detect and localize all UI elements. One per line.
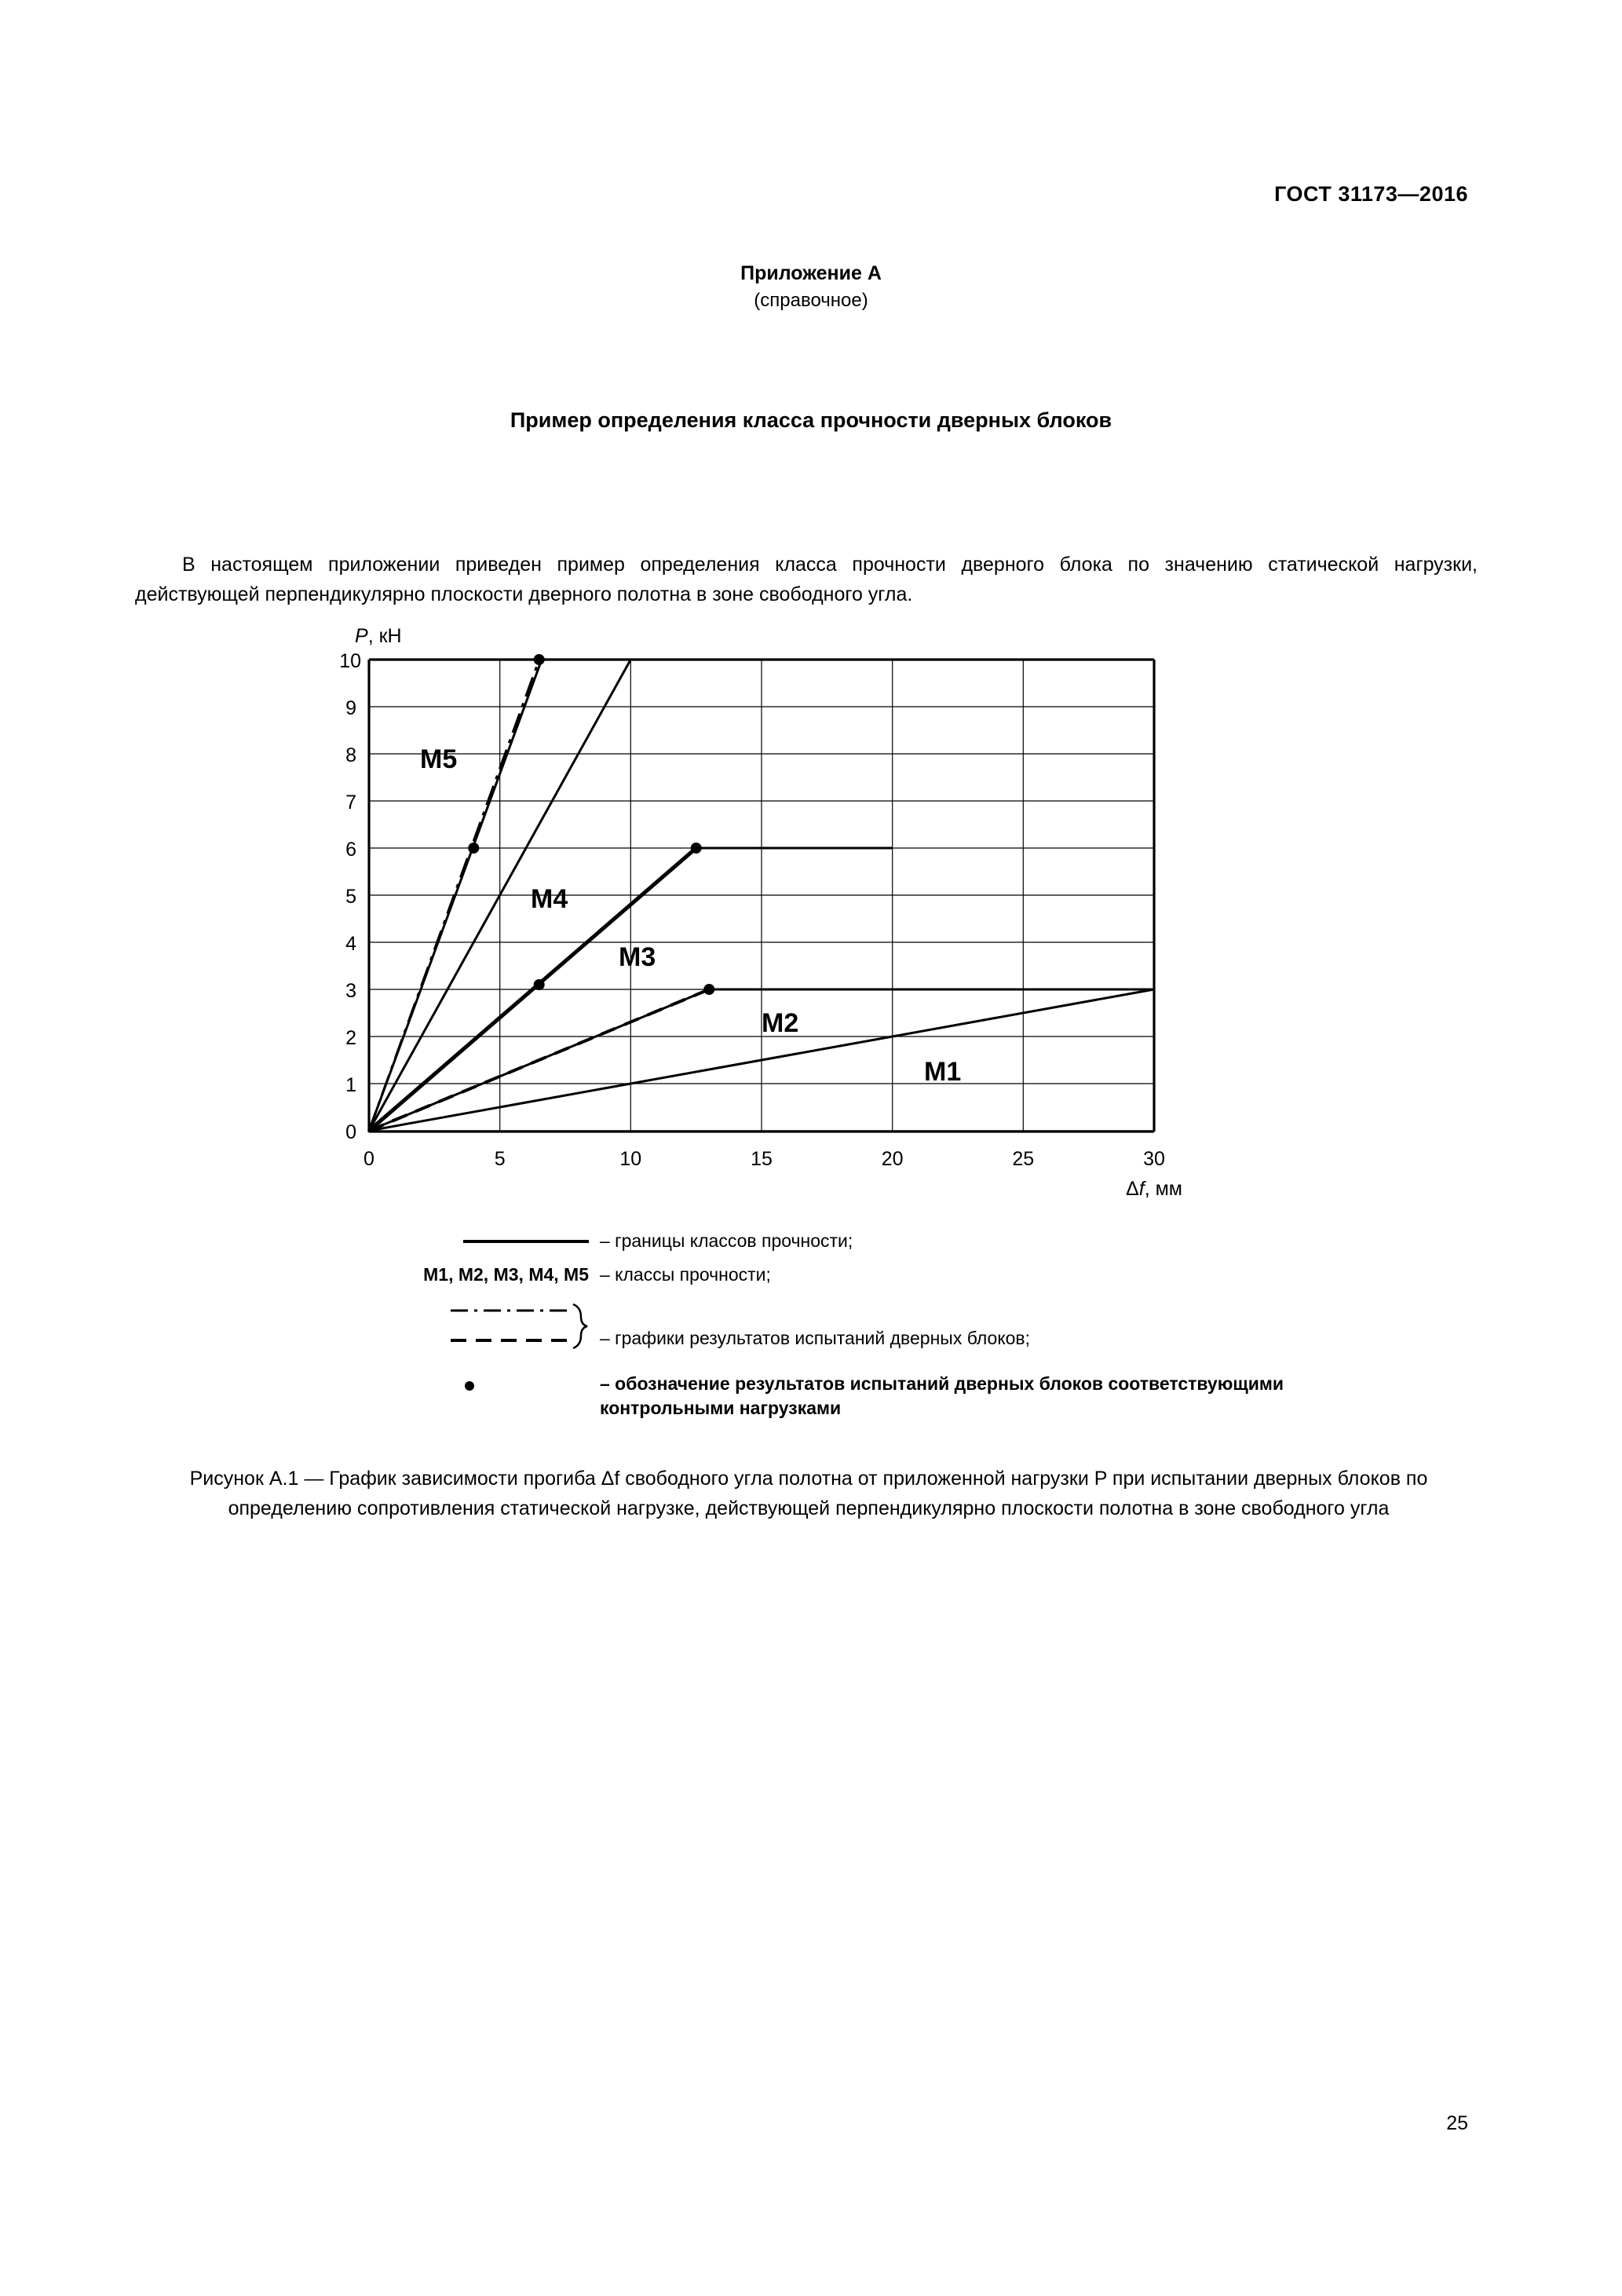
legend-row-classes bbox=[330, 1263, 1350, 1287]
svg-text:4: 4 bbox=[345, 933, 356, 955]
standard-header: ГОСТ 31173—2016 bbox=[1274, 182, 1468, 206]
legend-text-classes: – классы прочности; bbox=[600, 1264, 771, 1285]
svg-text:10: 10 bbox=[619, 1148, 642, 1170]
svg-text:2: 2 bbox=[345, 1027, 356, 1049]
legend-key-dot-marker bbox=[330, 1372, 600, 1395]
class-label-m4: M4 bbox=[531, 884, 568, 914]
svg-text:8: 8 bbox=[345, 744, 356, 766]
test-line-icons bbox=[341, 1296, 600, 1362]
svg-text:9: 9 bbox=[345, 697, 356, 719]
svg-text:5: 5 bbox=[494, 1148, 506, 1170]
marker-4-6 bbox=[468, 843, 479, 854]
marker-6_5-10 bbox=[534, 654, 545, 665]
svg-text:3: 3 bbox=[345, 980, 356, 1002]
svg-text:10: 10 bbox=[339, 650, 361, 672]
annex-title bbox=[0, 259, 1622, 315]
y-axis-title: P, кН bbox=[355, 628, 402, 647]
test-result-dashed bbox=[369, 989, 709, 1131]
page-title: Пример определения класса прочности дверных блоков bbox=[510, 408, 1112, 432]
legend-key-test-lines bbox=[330, 1296, 600, 1362]
legend-key-class-names: M1, M2, M3, M4, M5 bbox=[423, 1264, 589, 1285]
class-label-m5: M5 bbox=[420, 744, 458, 774]
legend-row-test-results bbox=[330, 1296, 1350, 1362]
class-label-m2: M2 bbox=[762, 1008, 799, 1038]
figure-caption: Рисунок А.1 — График зависимости прогиба Δf свободного угла полотна от приложенной нагрузки P при испытании дверных блоков по определению сопротивления статической нагрузке, действующей перпендикулярно плоскости полотна в зоне свободного угла bbox=[189, 1468, 1428, 1519]
dot-marker-icon bbox=[465, 1381, 474, 1391]
svg-text:1: 1 bbox=[345, 1074, 356, 1096]
legend-key-solid-line bbox=[330, 1229, 600, 1252]
marker-6_5-3_1 bbox=[534, 979, 545, 990]
body-paragraph-text: В настоящем приложении приведен пример определения класса прочности дверного блока по значению статической нагрузки, действующей перпендикулярно плоскости дверного полотна в зоне свободного угла. bbox=[135, 554, 1478, 605]
legend-text-boundaries: – границы классов прочности; bbox=[600, 1230, 853, 1251]
class-label-m3: M3 bbox=[619, 942, 656, 972]
marker-13-3 bbox=[703, 984, 714, 995]
page-number: 25 bbox=[1446, 2112, 1468, 2134]
svg-text:0: 0 bbox=[363, 1148, 374, 1170]
marker-12_5-6 bbox=[691, 843, 702, 854]
figure-legend bbox=[330, 1229, 1350, 1430]
legend-text-test-results: – графики результатов испытаний дверных блоков; bbox=[600, 1328, 1031, 1349]
chart-canvas bbox=[298, 628, 1335, 1209]
annex-subtitle: (справочное) bbox=[754, 290, 868, 312]
body-paragraph bbox=[135, 550, 1478, 609]
legend-row-boundaries bbox=[330, 1229, 1350, 1253]
result-markers bbox=[468, 654, 714, 995]
x-axis-title: Δf, мм bbox=[1126, 1178, 1182, 1200]
figure-a1 bbox=[298, 628, 1335, 1209]
svg-text:7: 7 bbox=[345, 792, 356, 813]
x-axis-tick-labels bbox=[363, 1148, 1165, 1170]
legend-row-markers bbox=[330, 1372, 1350, 1420]
svg-text:5: 5 bbox=[345, 886, 356, 908]
class-labels bbox=[420, 744, 961, 1087]
svg-text:15: 15 bbox=[751, 1148, 773, 1170]
class-label-m1: M1 bbox=[924, 1057, 962, 1087]
svg-text:20: 20 bbox=[881, 1148, 904, 1170]
brace-icon bbox=[573, 1304, 587, 1348]
svg-text:30: 30 bbox=[1143, 1148, 1165, 1170]
svg-text:25: 25 bbox=[1012, 1148, 1035, 1170]
annex-title-text: Приложение А bbox=[740, 262, 882, 284]
legend-text-markers: – обозначение результатов испытаний дверных блоков соответствующими контрольными нагрузками bbox=[600, 1373, 1284, 1419]
svg-text:0: 0 bbox=[345, 1121, 356, 1143]
y-axis-tick-labels bbox=[339, 650, 361, 1143]
svg-text:6: 6 bbox=[345, 839, 356, 861]
solid-line-icon bbox=[463, 1240, 589, 1243]
